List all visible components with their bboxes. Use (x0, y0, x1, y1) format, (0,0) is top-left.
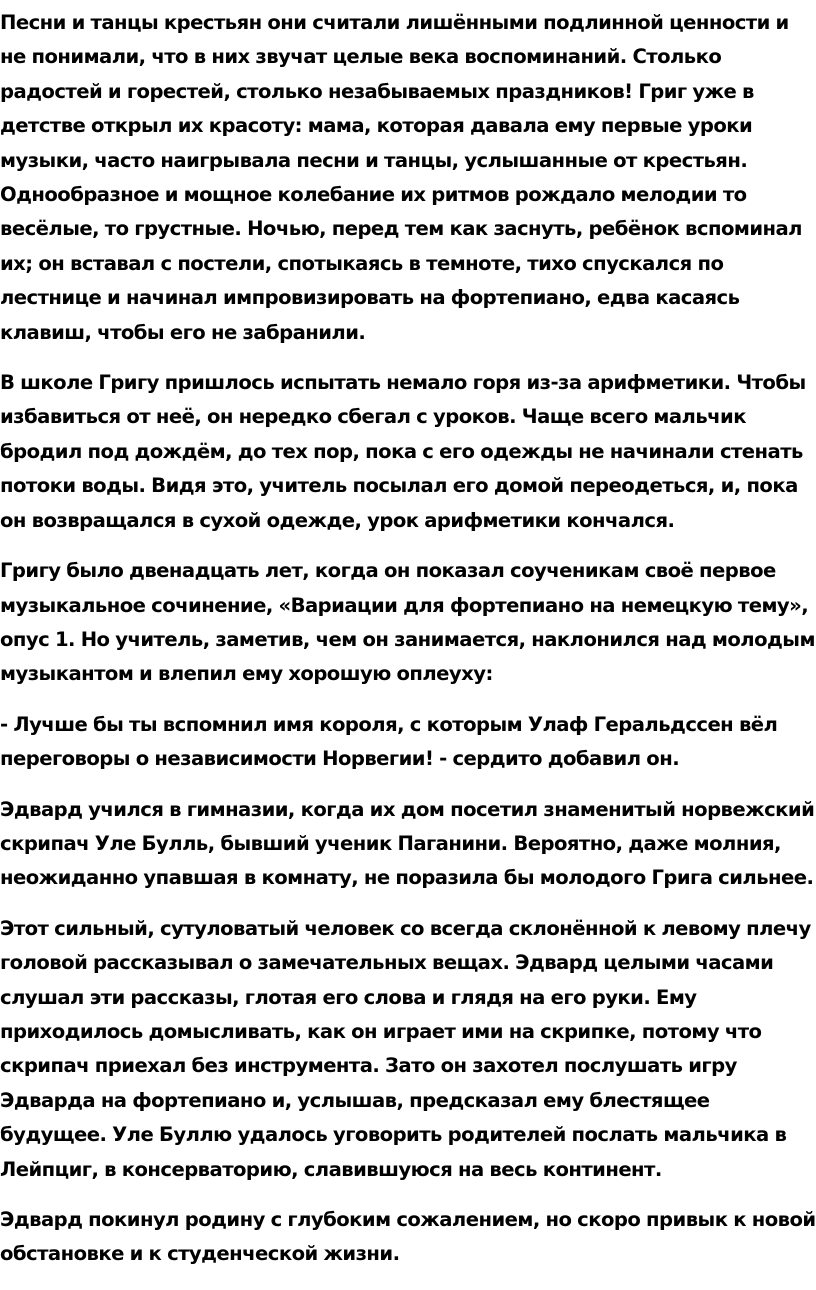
paragraph-7: Эдвард покинул родину с глубоким сожалением, но скоро привык к новой обстановке и к студенческой жизни. (0, 1208, 816, 1266)
paragraph-1: Песни и танцы крестьян они считали лишёнными подлинной ценности и не понимали, что в них звучат целые века воспоминаний. Столько радостей и горестей, столько незабываемых праздников! Григ уже в детстве открыл их красоту: мама, которая давала ему первые уроки музыки, часто наигрывала песни и танцы, услышанные от крестьян. Однообразное и мощное колебание их ритмов рождало мелодии то весёлые, то грустные. Ночью, перед тем как заснуть, ребёнок вспоминал их; он вставал с постели, спотыкаясь в темноте, тихо спускался по лестнице и начинал импровизировать на фортепиано, едва касаясь клавиш, чтобы его не забранили. (0, 11, 802, 344)
paragraph-6: Этот сильный, сутуловатый человек со всегда склонённой к левому плечу головой рассказывал о замечательных вещах. Эдвард целыми часами слушал эти рассказы, глотая его слова и глядя на его руки. Ему приходилось домысливать, как он играет ими на скрипке, потому что скрипач приехал без инструмента. Зато он захотел послушать игру Эдварда на фортепиано и, услышав, предсказал ему блестящее будущее. Уле Буллю удалось уговорить родителей послать мальчика в Лейпциг, в консерваторию, славившуюся на весь континент. (0, 916, 811, 1181)
paragraph-3: Григу было двенадцать лет, когда он показал соученикам своё первое музыкальное сочинение, «Вариации для фортепиано на немецкую тему», опус 1. Но учитель, заметив, чем он занимается, наклонился над молодым музыкантом и влепил ему хорошую оплеуху: (0, 559, 815, 686)
paragraph-2: В школе Григу пришлось испытать немало горя из-за арифметики. Чтобы избавиться от неё, он нередко сбегал с уроков. Чаще всего мальчик бродил под дождём, до тех пор, пока с его одежды не начинали стенать потоки воды. Видя это, учитель посылал его домой переодеться, и, пока он возвращался в сухой одежде, урок арифметики кончался. (0, 371, 806, 532)
paragraph-5: Эдвард учился в гимназии, когда их дом посетил знаменитый норвежский скрипач Уле Булль, бывший ученик Паганини. Вероятно, даже молния, неожиданно упавшая в комнату, не поразила бы молодого Грига сильнее. (0, 797, 815, 890)
paragraph-4: - Лучше бы ты вспомнил имя короля, с которым Улаф Геральдссен вёл переговоры о независимости Норвегии! - сердито добавил он. (0, 712, 778, 771)
